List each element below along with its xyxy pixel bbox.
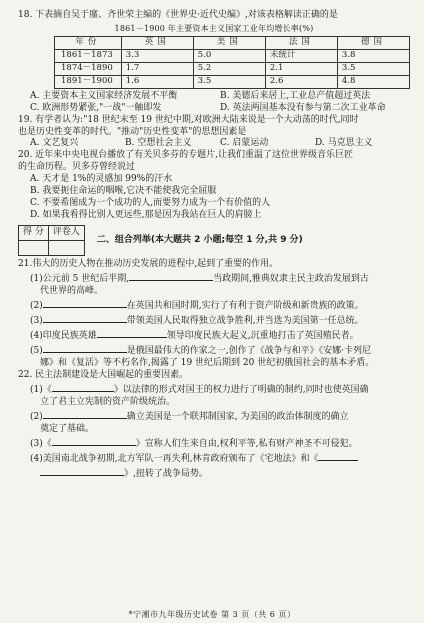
answer-blank[interactable]: [129, 271, 213, 281]
table-cell: 3.5: [193, 75, 265, 88]
table-cell: 5.0: [193, 49, 265, 62]
page-footer: *宁湘市九年级历史试卷 第 3 页（共 6 页）: [128, 610, 296, 620]
option-b[interactable]: B. 美德后来居上,工业总产值超过英法: [220, 90, 371, 101]
question-21-item-4: (4)印度民族英雄 领导印度民族大起义,沉重地打击了英国殖民者。: [18, 328, 410, 343]
answer-blank[interactable]: [43, 298, 127, 308]
answer-blank[interactable]: [318, 451, 358, 461]
question-22-item-3: (3)《 》宣称人们生来自由,权利平等,私有财产神圣不可侵犯。: [18, 436, 410, 451]
option-b[interactable]: B. 我要扼住命运的咽喉,它决不能使我完全屈服: [30, 186, 217, 197]
question-21-item-2: (2) 在英国共和国时期,实行了有利于资产阶级和新贵族的政策。: [18, 298, 410, 313]
option-c[interactable]: C. 启蒙运动: [220, 138, 269, 149]
answer-blank[interactable]: [43, 343, 127, 353]
table-cell: 1.7: [121, 62, 193, 75]
option-a[interactable]: A. 文艺复兴: [30, 138, 79, 149]
question-18-options: [18, 91, 410, 115]
question-22-stem: 22. 民主法制建设是大国崛起的重要因素。: [18, 370, 189, 380]
question-18-stem: 18. 下表摘自吴于廑、齐世荣主编的《世界史·近代史编》,对该表格解读正确的是: [18, 10, 338, 20]
table-cell: 5.2: [193, 62, 265, 75]
table-cell: 1874－1890: [55, 62, 122, 75]
question-20-stem: 20. 近年来中央电视台播放了有关贝多芬的专题片,让我们重温了这位世界级音乐巨匠: [18, 150, 354, 161]
table-cell: 未统计: [265, 49, 337, 62]
question-22-item-2-cont: 奠定了基础。: [40, 423, 95, 434]
table-cell: 1891－1900: [55, 75, 122, 88]
option-d[interactable]: D. 马克思主义: [315, 138, 373, 149]
grader-label: 评卷人: [48, 226, 84, 241]
grader-cell[interactable]: [48, 241, 84, 256]
answer-blank[interactable]: [52, 436, 136, 446]
question-21-item-1-cont: 代世界的高峰。: [40, 286, 104, 297]
option-a[interactable]: A. 天才是 1%的灵感加 99%的汗水: [30, 174, 173, 185]
table-header-row: [55, 36, 410, 49]
question-22-item-4: (4)美国南北战争初期,北方军队一再失利,林肯政府颁布了《宅地法》和《: [18, 451, 410, 466]
table-cell: 3.5: [337, 62, 409, 75]
question-21-item-3: (3) 带领美国人民取得独立战争胜利,并当选为美国第一任总统。: [18, 313, 410, 328]
score-label: 得 分: [19, 226, 49, 241]
table-header: 英国: [121, 36, 193, 49]
question-19-stem: 19. 有学者认为:"18 世纪末至 19 世纪中期,对欧洲大陆来说是一个大动荡的时代,同时: [18, 114, 359, 125]
answer-blank[interactable]: [43, 313, 127, 323]
option-c[interactable]: C. 不要希图成为一个成功的人,而要努力成为一个有价值的人: [30, 198, 271, 209]
question-22-item-1: (1)《 》以法律的形式对国王的权力进行了明确的制约,同时也使英国确: [18, 382, 410, 397]
answer-blank[interactable]: [43, 409, 127, 419]
option-c[interactable]: C. 欧洲形势紧张,"一战"一触即发: [30, 102, 162, 113]
answer-blank[interactable]: [97, 328, 167, 338]
table-cell: 3.8: [337, 49, 409, 62]
question-22-item-1-cont: 立了君主立宪制的资产阶级统治。: [40, 396, 176, 407]
table-row: [55, 49, 410, 62]
section-2-header: [18, 225, 410, 256]
growth-rate-table: [54, 36, 410, 89]
table-caption: 1861－1900 年主要资本主义国家工业年均增长率(%): [114, 23, 314, 33]
option-a[interactable]: A. 主要资本主义国家经济发展不平衡: [30, 90, 178, 101]
table-cell: 1.6: [121, 75, 193, 88]
answer-blank[interactable]: [40, 466, 124, 476]
question-19-options: [18, 138, 410, 150]
table-header: 法国: [265, 36, 337, 49]
answer-blank[interactable]: [52, 382, 114, 392]
table-cell: 2.6: [265, 75, 337, 88]
question-21-stem: 21.伟大的历史人物在推动历史发展的进程中,起到了重要的作用。: [18, 259, 279, 270]
score-cell[interactable]: [19, 241, 49, 256]
table-cell: 3.3: [121, 49, 193, 62]
question-21-item-5-cont: 娜》和《复活》等不朽名作,揭露了 19 世纪后期到 20 世纪初俄国社会的基本矛盾。: [40, 358, 375, 369]
question-21-item-1: (1)公元前 5 世纪后半期, 当政期间,雅典奴隶主民主政治发展到古: [18, 271, 410, 286]
option-d[interactable]: D. 如果我看得比别人更远些,那是因为我站在巨人的肩膀上: [30, 210, 262, 221]
option-d[interactable]: D. 英法两国基本没有参与第二次工业革命: [220, 102, 386, 113]
question-19-stem-cont: 也是历史性变革的时代。"推动"历史性变革"的思想因素是: [18, 126, 247, 137]
option-b[interactable]: B. 空想社会主义: [125, 138, 192, 149]
table-row: [55, 75, 410, 88]
table-cell: 1861－1873: [55, 49, 122, 62]
table-header: 年份: [55, 36, 122, 49]
table-header: 德国: [337, 36, 409, 49]
table-cell: 4.8: [337, 75, 409, 88]
question-22-item-4-cont: 》,扭转了战争局势。: [18, 466, 410, 481]
question-21-item-5: (5) 是俄国最伟大的作家之一,创作了《战争与和平》《安娜·卡列尼: [18, 343, 410, 358]
table-header: 美国: [193, 36, 265, 49]
question-22-item-2: (2) 确立美国是一个联邦制国家, 为美国的政治体制度的确立: [18, 409, 410, 424]
table-row: [55, 62, 410, 75]
section-2-title: 二、组合列举(本大题共 2 小题;每空 1 分,共 9 分): [96, 234, 303, 245]
question-20-stem-cont: 的生命历程。贝多芬曾经说过: [18, 162, 136, 173]
table-cell: 2.1: [265, 62, 337, 75]
score-box: [18, 225, 85, 256]
